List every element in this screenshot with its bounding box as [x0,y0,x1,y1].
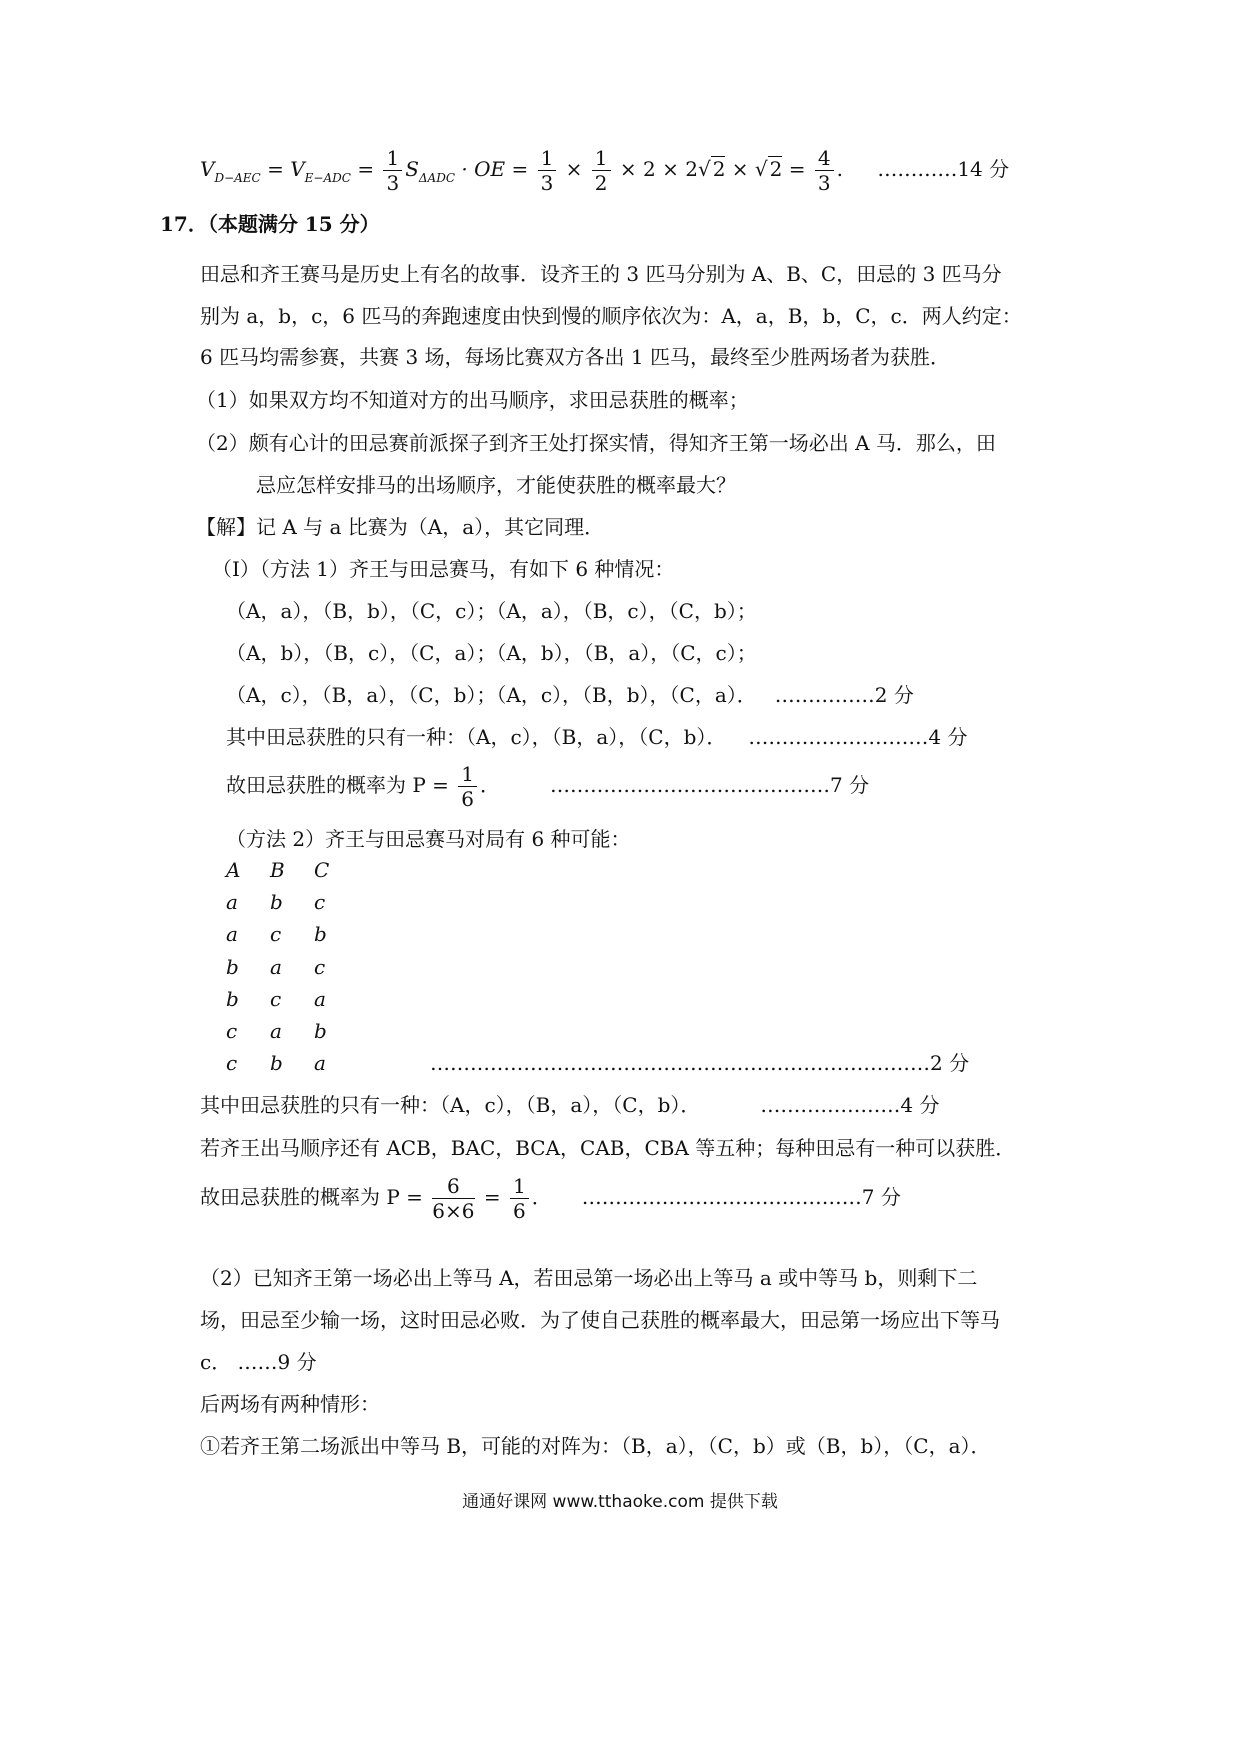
case-row-2: （A，b），（B，c），（C，a）；（A，b），（B，a），（C，c）； [226,641,757,665]
part-2-solution-line-1: （2）已知齐王第一场必出上等马 A，若田忌第一场必出上等马 a 或中等马 b，则剩下二 [200,1266,978,1290]
problem-line-2: 别为 a，b，c，6 匹马的奔跑速度由快到慢的顺序依次为：A，a，B，b，C，c．两人约定： [200,304,1022,328]
part-2-solution-line-2: 场，田忌至少输一场，这时田忌必败．为了使自己获胜的概率最大，田忌第一场应出下等马 [200,1308,1000,1332]
other-orders: 若齐王出马顺序还有 ACB，BAC，BCA，CAB，CBA 等五种；每种田忌有一种可以获胜． [200,1136,1016,1160]
table-row: a b c [226,890,326,914]
question-part-2-cont: 忌应怎样安排马的出场顺序，才能使获胜的概率最大？ [256,473,736,497]
cases-intro: 后两场有两种情形： [200,1392,380,1416]
case-row-3: （A，c），（B，a），（C，b）；（A，c），（B，b），（C，a）． ……………2 分 [226,683,914,707]
question-part-1: （1）如果双方均不知道对方的出马顺序，求田忌获胜的概率； [196,388,749,412]
question-part-2: （2）颇有心计的田忌赛前派探子到齐王处打探实情，得知齐王第一场必出 A 马．那么，田 [196,431,996,455]
score-mark: …………………4 分 [760,1093,940,1117]
fraction: $\frac{6}{6\times 6}$ [432,1174,475,1223]
problem-line-1: 田忌和齐王赛马是历史上有名的故事．设齐王的 3 匹马分别为 A、B、C，田忌的 3 匹马分 [200,262,1002,286]
fraction: $\frac{4}{3}$ [815,146,834,195]
part-2-solution-line-3: c． ……9 分 [200,1350,317,1374]
table-row: c a b [226,1019,327,1043]
solution-intro: 【解】记 A 与 a 比赛为（A，a），其它同理． [196,515,605,539]
score-mark: …………14 分 [877,157,1010,181]
table-row: c b a [226,1051,326,1075]
fraction: $\frac{1}{6}$ [510,1174,529,1223]
problem-line-3: 6 匹马均需参赛，共赛 3 场，每场比赛双方各出 1 匹马，最终至少胜两场者为获胜． [200,345,950,369]
case-row-1: （A，a），（B，b），（C，c）；（A，a），（B，c），（C，b）； [226,599,757,623]
table-row: A B C [226,858,330,882]
fraction: $\frac{1}{6}$ [458,762,477,811]
case-1: ①若齐王第二场派出中等马 B，可能的对阵为：（B，a），（C，b）或（B，b），（C，a）． [200,1434,991,1458]
question-heading: 17．（本题满分 15 分） [160,212,380,236]
probability-1: 故田忌获胜的概率为 P = $\frac{1}{6}$ ． ……………………………………7 分 [226,762,870,811]
volume-formula: $V_{D-AEC} = V_{E-ADC}$ = $\frac{1}{3}$ $S_{\Delta ADC}$ · OE = $\frac{1}{3}$ × $\frac{1}{2}$ × 2 × 2√ 2 × √ 2 = $\frac{4}{3}$ . …………14 分 [200,146,1010,195]
fraction: $\frac{1}{3}$ [538,146,557,195]
table-row: b c a [226,987,326,1011]
probability-2: 故田忌获胜的概率为 P = $\frac{6}{6\times 6}$ = $\frac{1}{6}$ ． ……………………………………7 分 [200,1174,901,1223]
sqrt: √ 2 [754,157,783,181]
score-mark: ………………………4 分 [748,725,968,749]
table-row: a c b [226,922,327,946]
score-mark: …………………………………………………………………2 分 [430,1051,970,1075]
table-row: b a c [226,955,326,979]
sqrt: √ 2 [697,157,726,181]
score-mark: ……………………………………7 分 [581,1185,901,1209]
score-mark: ……………………………………7 分 [550,773,870,797]
score-mark: ……………2 分 [774,683,914,707]
method-1-title: （Ⅰ）（方法 1）齐王与田忌赛马，有如下 6 种情况： [212,557,675,581]
win-case-1: 其中田忌获胜的只有一种：（A，c），（B，a），（C，b）． ………………………4 分 [226,725,968,749]
fraction: $\frac{1}{3}$ [383,146,402,195]
fraction: $\frac{1}{2}$ [592,146,611,195]
footer-source: 通通好课网 www.tthaoke.com 提供下载 [462,1492,778,1512]
win-case-2: 其中田忌获胜的只有一种：（A，c），（B，a），（C，b）． …………………4 分 [200,1093,940,1117]
method-2-title: （方法 2）齐王与田忌赛马对局有 6 种可能： [226,827,631,851]
